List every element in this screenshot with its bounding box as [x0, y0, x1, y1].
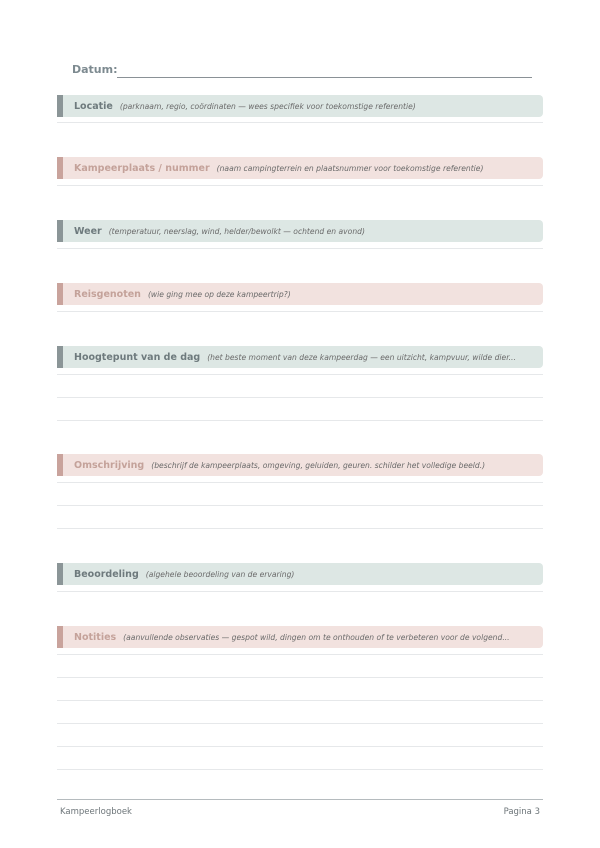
- writing-line[interactable]: [57, 654, 543, 655]
- section-title: Reisgenoten: [74, 288, 141, 300]
- writing-line[interactable]: [57, 700, 543, 701]
- section-hint: (beschrijf de kampeerplaats, omgeving, geluiden, geuren. schilder het volledige beeld.): [151, 460, 486, 470]
- section-title: Locatie: [74, 100, 113, 112]
- section-header: [57, 563, 543, 585]
- section-reisgenoten: [57, 283, 543, 305]
- section-marker: [57, 563, 63, 585]
- section-marker: [57, 95, 63, 117]
- section-title: Beoordeling: [74, 568, 139, 580]
- footer-title: Kampeerlogboek: [60, 807, 132, 817]
- writing-line[interactable]: [57, 746, 543, 747]
- writing-line[interactable]: [57, 482, 543, 483]
- section-header: [57, 626, 543, 648]
- writing-line[interactable]: [57, 420, 543, 421]
- section-header: [57, 454, 543, 476]
- section-marker: [57, 157, 63, 179]
- section-beoordeling: [57, 563, 543, 585]
- page-number: Pagina 3: [503, 807, 540, 817]
- writing-line[interactable]: [57, 769, 543, 770]
- section-title: Omschrijving: [74, 459, 145, 471]
- section-marker: [57, 626, 63, 648]
- writing-line[interactable]: [57, 248, 543, 249]
- section-title: Weer: [74, 225, 102, 237]
- section-omschrijving: [57, 454, 543, 476]
- writing-line[interactable]: [57, 591, 543, 592]
- writing-line[interactable]: [57, 723, 543, 724]
- section-title: Hoogtepunt van de dag: [74, 351, 201, 363]
- section-header: [57, 220, 543, 242]
- writing-line[interactable]: [57, 311, 543, 312]
- section-title: Kampeerplaats / nummer: [74, 162, 210, 174]
- section-header: [57, 283, 543, 305]
- section-hint: (temperatuur, neerslag, wind, helder/bewolkt — ochtend en avond): [108, 226, 365, 236]
- datum-label: Datum:: [72, 63, 118, 76]
- writing-line[interactable]: [57, 185, 543, 186]
- section-marker: [57, 454, 63, 476]
- section-marker: [57, 220, 63, 242]
- section-locatie: [57, 95, 543, 117]
- writing-line[interactable]: [57, 677, 543, 678]
- section-marker: [57, 346, 63, 368]
- section-header: [57, 346, 543, 368]
- section-hint: (wie ging mee op deze kampeertrip?): [147, 289, 291, 299]
- section-notities: [57, 626, 543, 648]
- writing-line[interactable]: [57, 397, 543, 398]
- section-hint: (parknaam, regio, coördinaten — wees specifiek voor toekomstige referentie): [119, 101, 416, 111]
- datum-field[interactable]: [117, 77, 532, 78]
- section-header: [57, 95, 543, 117]
- section-hint: (aanvullende observaties — gespot wild, dingen om te onthouden of te verbeteren voor de volgend...: [123, 632, 510, 642]
- section-title: Notities: [74, 631, 117, 643]
- section-marker: [57, 283, 63, 305]
- section-hint: (algehele beoordeling van de ervaring): [145, 569, 295, 579]
- writing-line[interactable]: [57, 374, 543, 375]
- writing-line[interactable]: [57, 528, 543, 529]
- section-hint: (naam campingterrein en plaatsnummer voor toekomstige referentie): [216, 163, 484, 173]
- writing-line[interactable]: [57, 122, 543, 123]
- section-kampeerplaats: [57, 157, 543, 179]
- section-hint: (het beste moment van deze kampeerdag — een uitzicht, kampvuur, wilde dier...: [207, 352, 516, 362]
- footer-divider: [57, 799, 543, 800]
- section-hoogtepunt: [57, 346, 543, 368]
- writing-line[interactable]: [57, 505, 543, 506]
- section-header: [57, 157, 543, 179]
- section-weer: [57, 220, 543, 242]
